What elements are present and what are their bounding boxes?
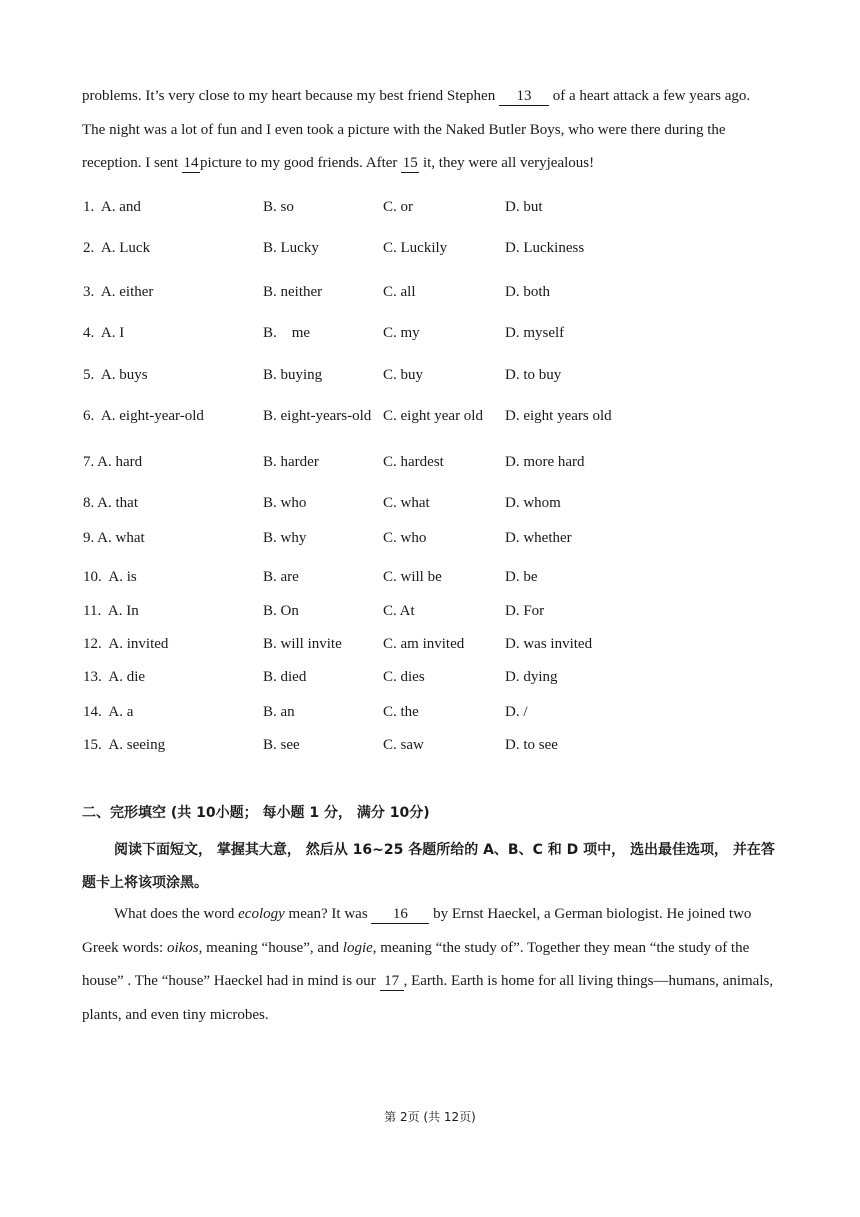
passage-1-line-3: reception. I sent 14 picture to my good friends. After 15 it, they were all veryjealous! xyxy=(82,155,595,171)
option-row: 15. A. seeing B. see C. saw D. to see xyxy=(83,737,558,753)
blank-14: 14 xyxy=(183,155,199,171)
option-row: 10. A. is B. are C. will be D. be xyxy=(83,569,538,585)
option-row: 8. A. that B. who C. what D. whom xyxy=(83,495,561,511)
option-row: 5. A. buys B. buying C. buy D. to buy xyxy=(83,367,562,383)
blank-16: 16 xyxy=(371,906,429,924)
option-row: 11. A. In B. On C. At D. For xyxy=(83,603,545,619)
passage-2-line-2: Greek words: oikos, meaning “house”, and logie, meaning “the study of”. Together they mean “the study of the xyxy=(82,939,750,956)
passage-1-line-2: The night was a lot of fun and I even took a picture with the Naked Butler Boys, who were there during the xyxy=(82,121,726,138)
section-2-instructions xyxy=(82,834,785,900)
passage-1 xyxy=(82,80,785,181)
option-row: 4. A. I B. me C. my D. myself xyxy=(83,325,565,341)
instruction-line-1: 阅读下面短文， 掌握其大意， 然后从 16~25 各题所给的 A、B、C 和 D 项中， 选出最佳选项， 并在答 xyxy=(114,842,775,858)
instruction-line-2: 题卡上将该项涂黑。 xyxy=(82,875,208,891)
option-row: 13. A. die B. died C. dies D. dying xyxy=(83,669,558,685)
passage-2 xyxy=(82,898,785,1032)
passage-2-line-4: plants, and even tiny microbes. xyxy=(82,1006,269,1023)
option-row: 14. A. a B. an C. the D. / xyxy=(83,704,528,720)
blank-13: 13 xyxy=(499,88,549,106)
option-row: 9. A. what B. why C. who D. whether xyxy=(83,530,572,546)
option-row: 3. A. either B. neither C. all D. both xyxy=(83,284,550,300)
option-row: 1. A. and B. so C. or D. but xyxy=(83,199,543,215)
page-footer: 第 2页 (共 12页) xyxy=(384,1110,476,1124)
blank-17: 17 xyxy=(380,973,404,991)
option-row: 2. A. Luck B. Lucky C. Luckily D. Luckiness xyxy=(83,240,585,256)
option-row: 7. A. hard B. harder C. hardest D. more hard xyxy=(83,454,585,470)
passage-2-line-1: What does the word ecology mean? It was 16 by Ernst Haeckel, a German biologist. He joined two xyxy=(114,906,752,922)
option-row: 12. A. invited B. will invite C. am invited D. was invited xyxy=(83,636,593,652)
blank-15: 15 xyxy=(402,155,418,171)
option-row: 6. A. eight-year-old B. eight-years-old C. eight year old D. eight years old xyxy=(83,408,612,424)
section-2-heading: 二、完形填空 (共 10小题； 每小题 1 分， 满分 10分) xyxy=(82,805,430,821)
passage-1-line-1: problems. It’s very close to my heart because my best friend Stephen 13 of a heart attack a few years ago. xyxy=(82,88,751,104)
passage-2-line-3: house” . The “house” Haeckel had in mind is our 17 , Earth. Earth is home for all living things—humans, animals, xyxy=(82,973,774,989)
